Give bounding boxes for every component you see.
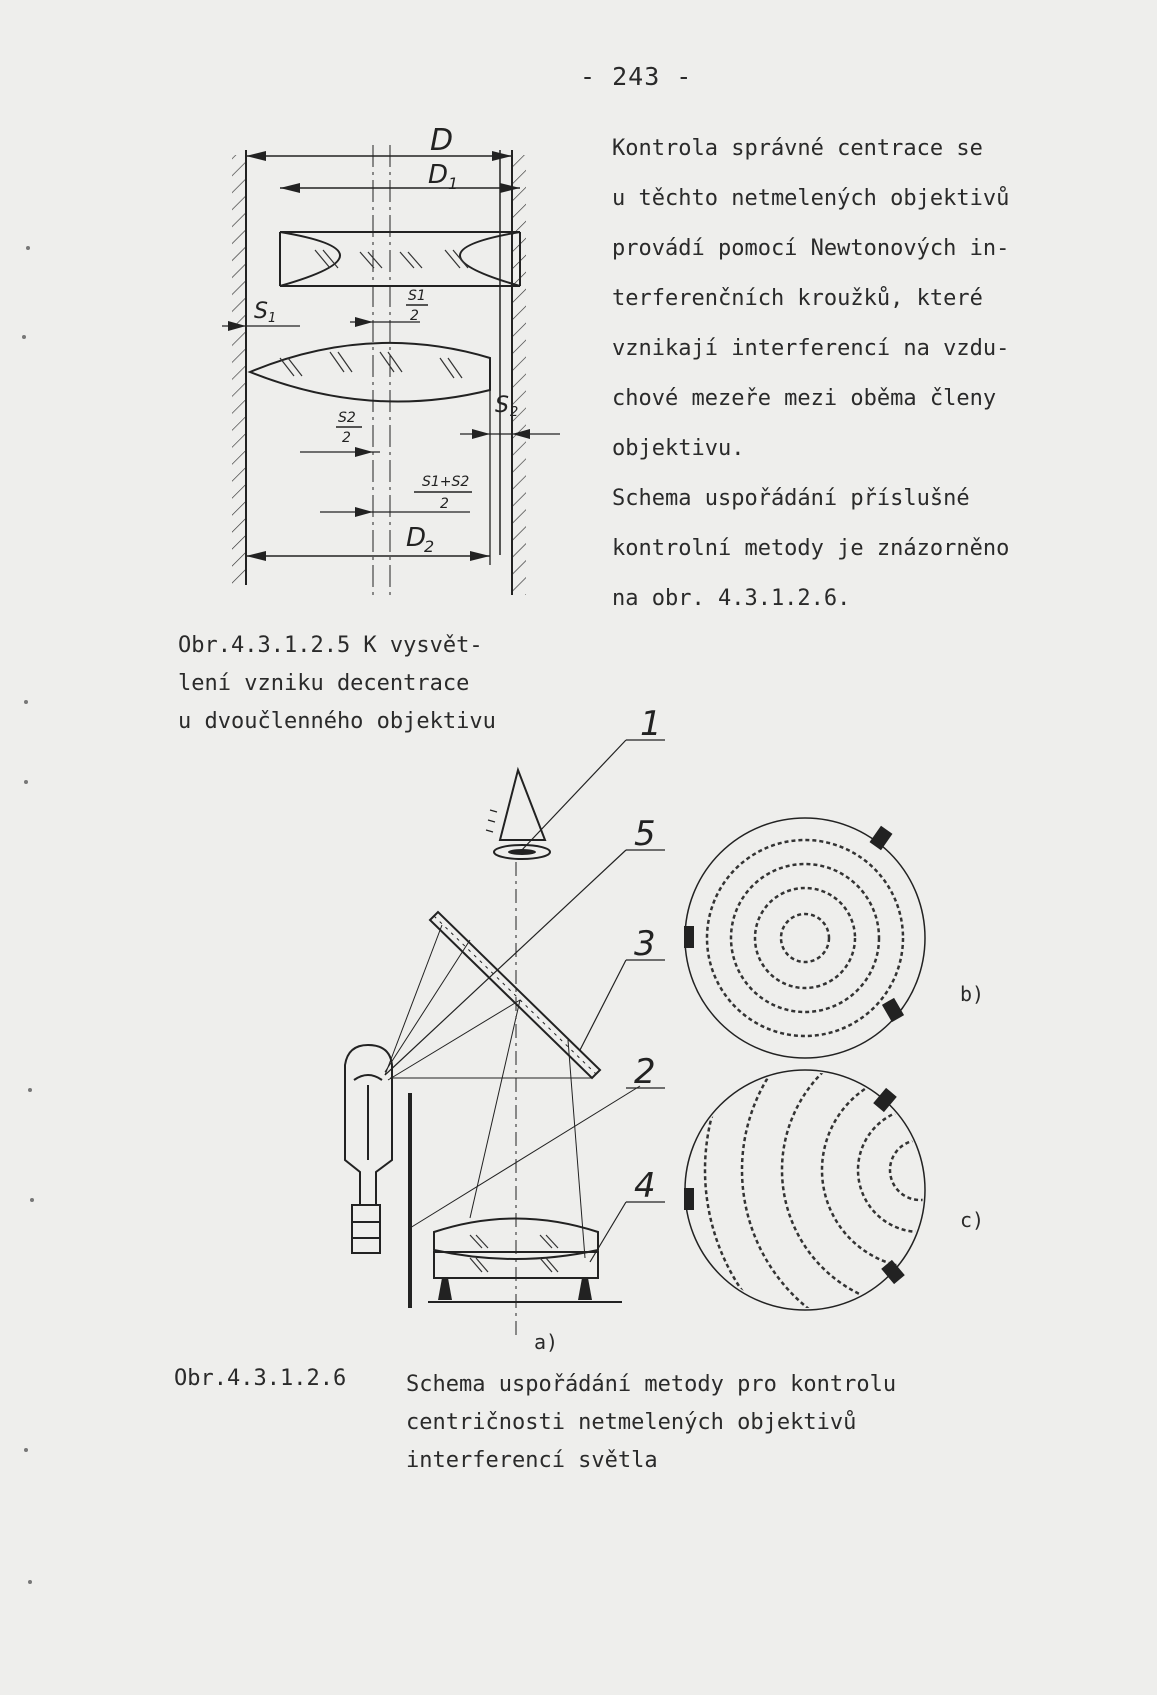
paragraph-line: terferenčních kroužků, které xyxy=(612,286,983,311)
callout-5: 5 xyxy=(634,814,656,854)
callout-3: 3 xyxy=(634,924,656,964)
caption-line: centričnosti netmelených objektivů xyxy=(406,1410,857,1435)
label-D2: D xyxy=(406,523,427,553)
page-number: - 243 - xyxy=(580,62,693,91)
panel-label-c: c) xyxy=(960,1208,985,1232)
label-S2: S xyxy=(495,393,509,418)
callout-4: 4 xyxy=(634,1166,656,1206)
caption-line: u dvoučlenného objektivu xyxy=(178,709,496,734)
label-half-s2-den: 2 xyxy=(342,430,351,446)
caption-line: lení vzniku decentrace xyxy=(178,671,470,696)
margin-speck xyxy=(24,1448,28,1452)
margin-speck xyxy=(24,700,28,704)
paragraph-line: vznikají interferencí na vzdu- xyxy=(612,336,1010,361)
support-right xyxy=(578,1278,592,1300)
label-D1: D xyxy=(428,160,449,190)
paragraph-line: kontrolní metody je znázorněno xyxy=(612,536,1010,561)
beam-splitter-plate xyxy=(430,912,600,1078)
margin-speck xyxy=(24,780,28,784)
callout-1: 1 xyxy=(640,704,662,744)
support-left xyxy=(438,1278,452,1300)
paragraph-line: Schema uspořádání příslušné xyxy=(612,486,970,511)
figure2-caption-number: Obr.4.3.1.2.6 xyxy=(174,1366,347,1391)
label-S2-sub: 2 xyxy=(510,405,519,420)
figure2-caption xyxy=(406,1366,896,1480)
margin-speck xyxy=(28,1580,32,1584)
callout-2: 2 xyxy=(634,1052,656,1092)
panel-label-b: b) xyxy=(960,982,985,1006)
label-S1: S xyxy=(254,299,268,324)
paragraph-line: Kontrola správné centrace se xyxy=(612,136,983,161)
caption-line: Schema uspořádání metody pro kontrolu xyxy=(406,1372,897,1397)
label-half-sum-den: 2 xyxy=(440,496,449,512)
label-D1-sub: 1 xyxy=(448,174,459,193)
margin-speck xyxy=(28,1088,32,1092)
caption-line: interferencí světla xyxy=(406,1448,658,1473)
paragraph-line: u těchto netmelených objektivů xyxy=(612,186,1010,211)
paragraph-line: objektivu. xyxy=(612,436,745,461)
label-half-s1-num: S1 xyxy=(408,288,426,304)
paragraph-line: chové mezeře mezi oběma členy xyxy=(612,386,997,411)
label-D2-sub: 2 xyxy=(424,537,435,556)
eyepiece xyxy=(500,770,545,840)
label-D: D xyxy=(430,123,454,158)
paragraph-line: provádí pomocí Newtonových in- xyxy=(612,236,1010,261)
label-half-s2-num: S2 xyxy=(338,410,356,426)
caption-line: Obr.4.3.1.2.5 K vysvět- xyxy=(178,633,483,658)
margin-speck xyxy=(22,335,26,339)
margin-speck xyxy=(26,246,30,250)
label-S1-sub: 1 xyxy=(268,311,277,326)
panel-label-a: a) xyxy=(534,1330,559,1354)
paragraph-line: na obr. 4.3.1.2.6. xyxy=(612,586,851,611)
lamp xyxy=(345,1045,392,1253)
margin-speck xyxy=(30,1198,34,1202)
label-half-sum-num: S1+S2 xyxy=(422,474,470,490)
interference-pattern-centered xyxy=(684,818,925,1058)
label-half-s1-den: 2 xyxy=(410,308,419,324)
